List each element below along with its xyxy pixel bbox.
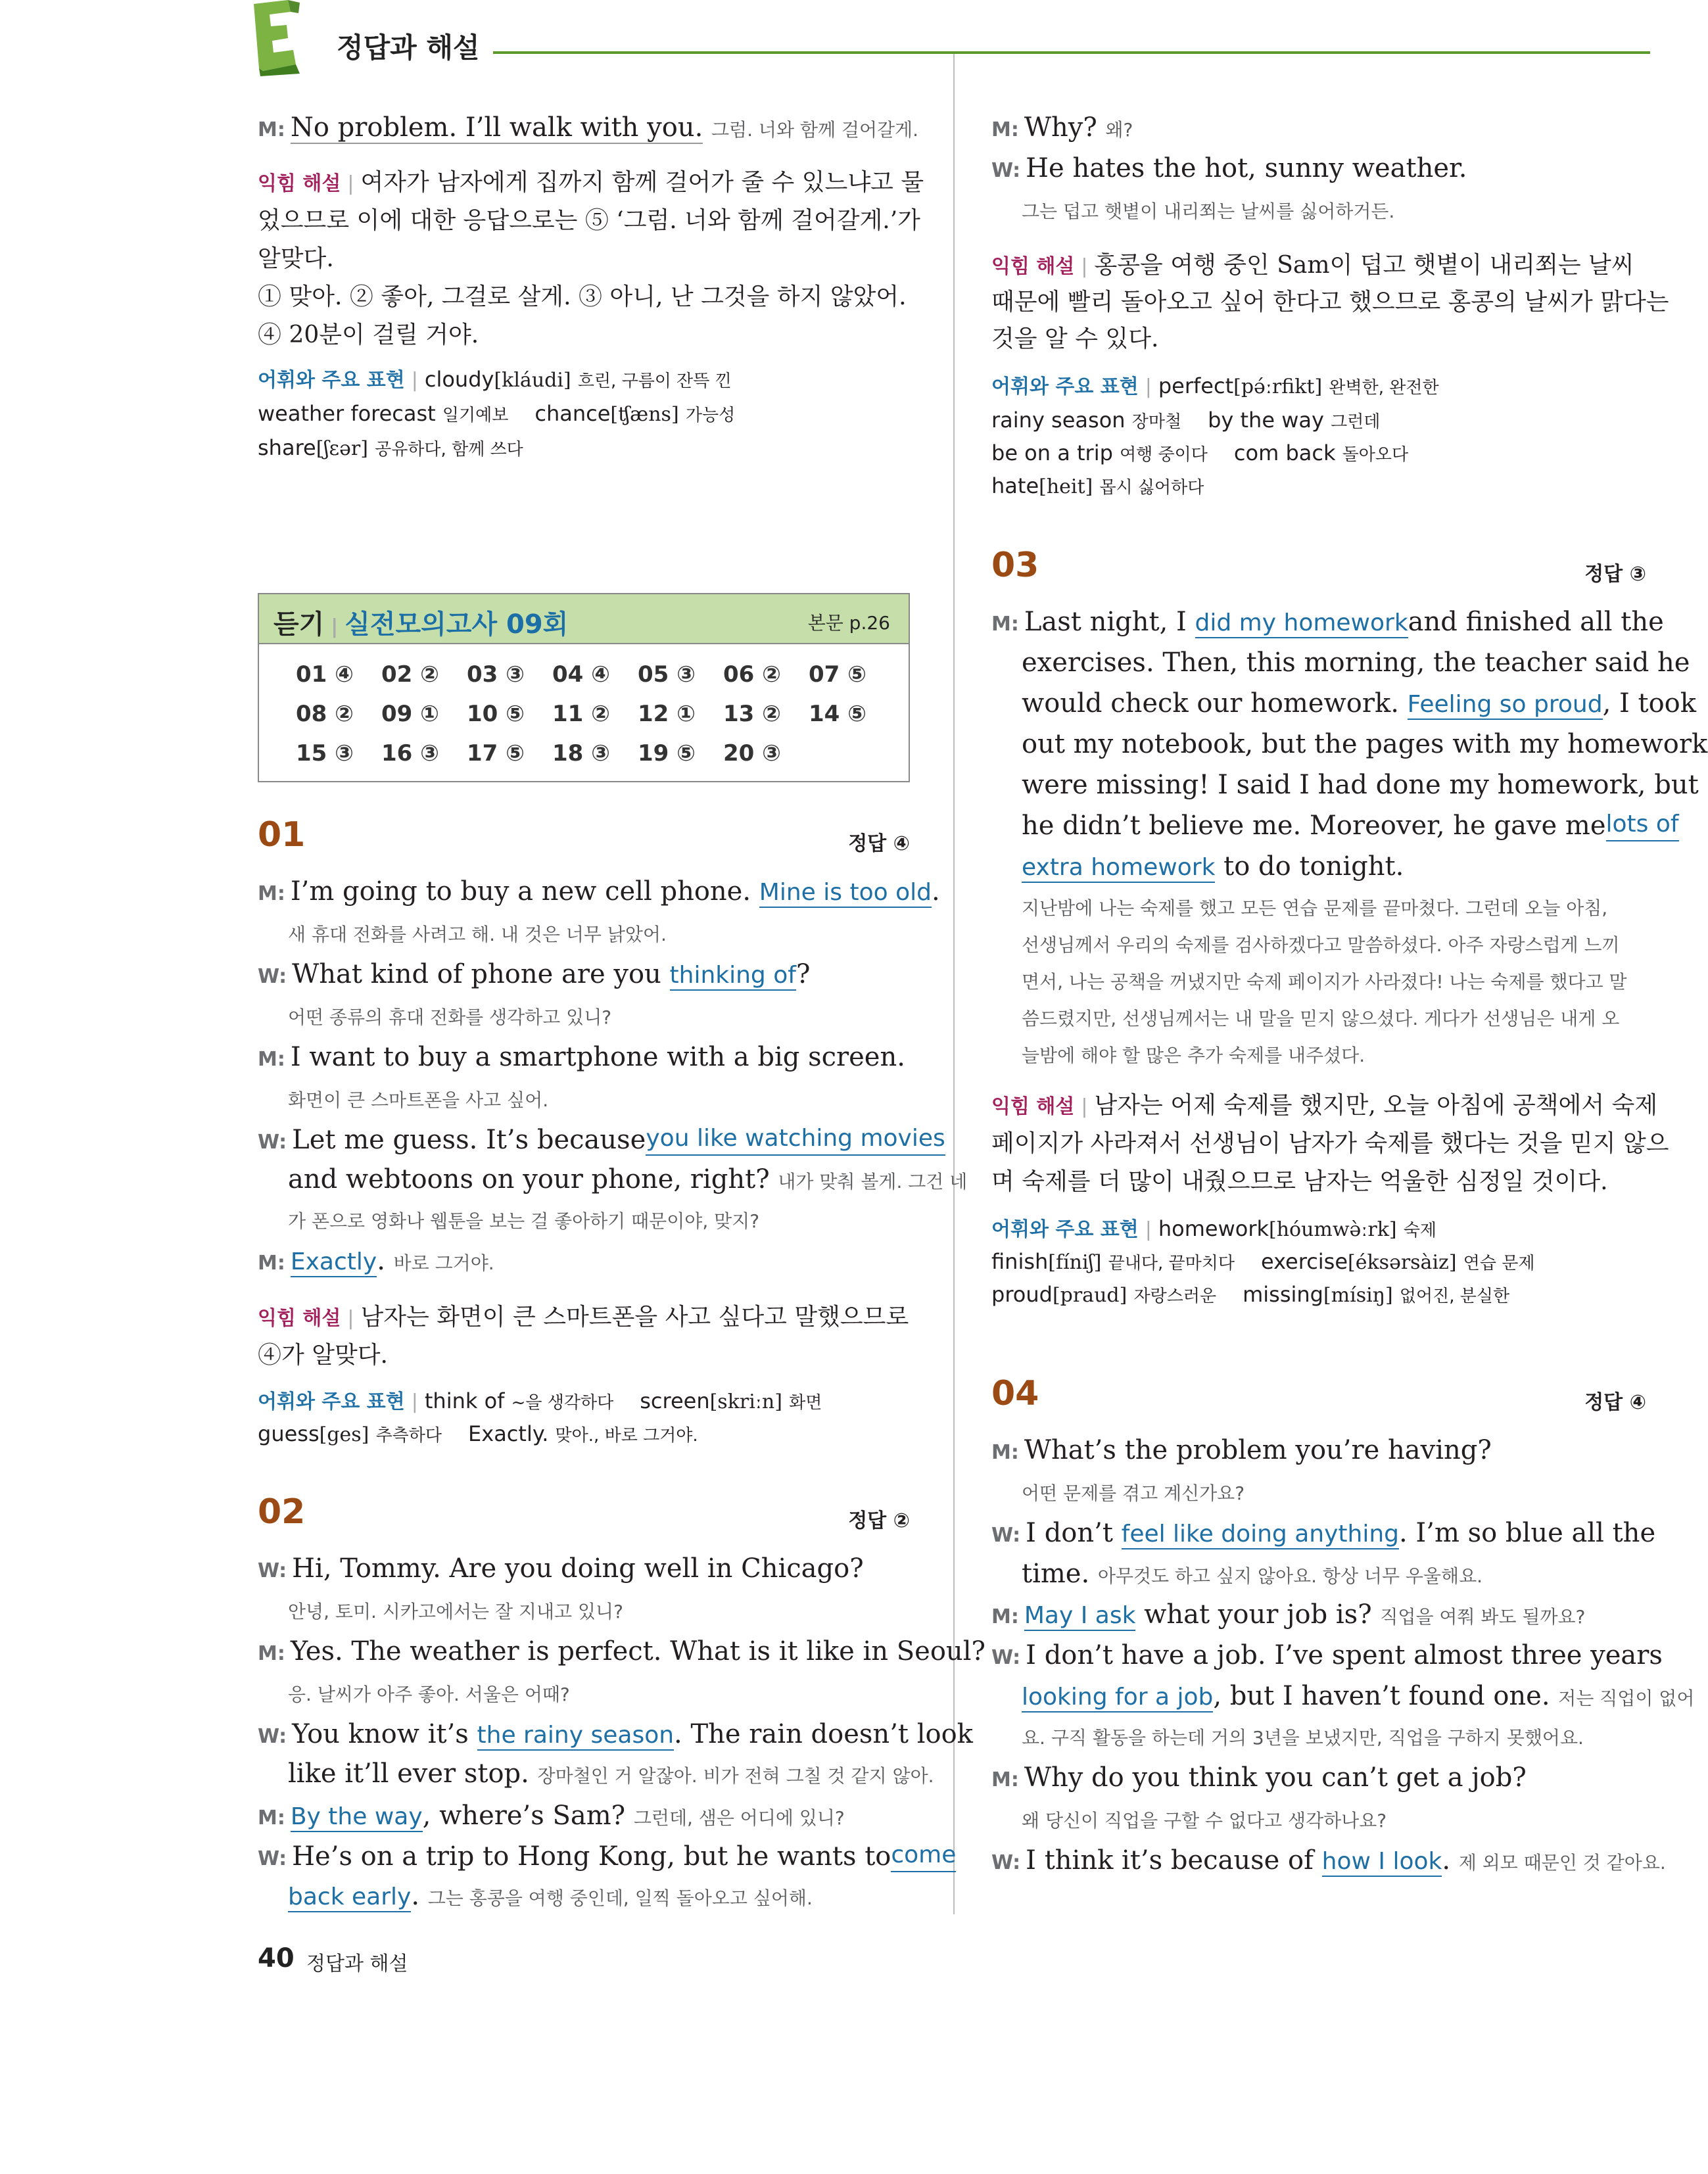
dialogue-line-cont: looking for a job, but I haven’t found one. 저는 직업이 없어 [1022, 1681, 1695, 1711]
dialogue-line-cont: back early. 그는 홍콩을 여행 중인데, 일찍 돌아오고 싶어해. [288, 1881, 813, 1911]
dialogue-line: W: He’s on a trip to Hong Kong, but he wants to come [258, 1841, 957, 1872]
answer-grid [296, 659, 894, 769]
question-number: 01 [258, 815, 306, 855]
dialogue-line: M: Yes. The weather is perfect. What is it like in Seoul? [258, 1636, 985, 1666]
korean-translation: 안녕, 토미. 시카고에서는 잘 지내고 있니? [288, 1601, 623, 1622]
korean-translation: 선생님께서 우리의 숙제를 검사하겠다고 말씀하셨다. 아주 자랑스럽게 느끼 [1022, 934, 1620, 956]
answer-cell: 11 ② [552, 701, 610, 727]
answer-cell: 06 ② [723, 661, 781, 688]
korean-translation: 어떤 문제를 겪고 계신가요? [1022, 1482, 1245, 1504]
vocab-line: 어휘와 주요 표현 | cloudy[kláudi] 흐린, 구름이 잔뜩 낀 [258, 367, 732, 392]
monologue-line: were missing! I said I had done my homework, but [1022, 770, 1699, 800]
dialogue-line: M: I’m going to buy a new cell phone. Mine is too old. [258, 876, 940, 907]
answer-cell: 17 ⑤ [467, 740, 525, 767]
korean-translation: 왜 당신이 직업을 구할 수 없다고 생각하나요? [1022, 1810, 1387, 1831]
explanation: 익힘 해설 | 홍콩을 여행 중인 Sam이 덥고 햇볕이 내리쬐는 날씨 [991, 252, 1634, 279]
answer-label: 정답 ③ [1584, 563, 1646, 586]
page-number: 40 [258, 1943, 295, 1973]
dialogue-line: W: You know it’s the rainy season. The rain doesn’t look [258, 1719, 973, 1749]
vocab-line: be on a trip 여행 중이다 com back 돌아오다 [991, 440, 1409, 465]
answer-cell: 01 ④ [296, 661, 354, 688]
vocab-line: 어휘와 주요 표현 | homework[hóumwə̀ːrk] 숙제 [991, 1216, 1437, 1241]
korean-translation: 지난밤에 나는 숙제를 했고 모든 연습 문제를 끝마쳤다. 그런데 오늘 아침, [1022, 897, 1608, 919]
dialogue-line: M: Why do you think you can’t get a job? [991, 1762, 1527, 1793]
explanation-line: 페이지가 사라져서 선생님이 남자가 숙제를 했다는 것을 믿지 않으 [991, 1130, 1669, 1157]
question-01 [258, 815, 968, 1446]
dialogue-line-cont: time. 아무것도 하고 싶지 않아요. 항상 너무 우울해요. [1022, 1559, 1483, 1589]
monologue-line: would check our homework. Feeling so proud , I took [1022, 688, 1696, 719]
dialogue-line: M: I want to buy a smartphone with a big screen. [258, 1042, 905, 1072]
question-number: 02 [258, 1492, 306, 1532]
explanation: 익힘 해설 | 여자가 남자에게 집까지 함께 걸어가 줄 수 있느냐고 물 [258, 169, 924, 196]
korean-translation: 씀드렸지만, 선생님께서는 내 말을 믿지 않으셨다. 게다가 선생님은 내게 오 [1022, 1008, 1620, 1029]
vocab-line: rainy season 장마철 by the way 그런데 [991, 408, 1381, 433]
monologue-line: exercises. Then, this morning, the teacher said he [1022, 648, 1690, 678]
answer-label: 정답 ④ [1584, 1391, 1646, 1414]
explanation-line: 알맞다. [258, 245, 334, 272]
page-header [0, 0, 1708, 79]
header-rule [493, 51, 1650, 54]
question-number: 03 [991, 546, 1039, 585]
answer-cell: 08 ② [296, 701, 354, 727]
dialogue-line-cont: like it’ll ever stop. 장마철인 거 알잖아. 비가 전혀 그칠 것 같지 않아. [288, 1759, 934, 1789]
dialogue-line: W: He hates the hot, sunny weather. [991, 153, 1467, 183]
answer-cell: 12 ① [638, 701, 696, 727]
dialogue-line: M: Exactly. 바로 그거야. [258, 1246, 494, 1276]
vocab-line: weather forecast 일기예보 chance[ʧæns] 가능성 [258, 401, 736, 426]
dialogue-line: W: Let me guess. It’s because you like watching movies [258, 1125, 945, 1155]
explanation-line: ④ 20분이 걸릴 거야. [258, 321, 479, 348]
answer-cell: 09 ① [381, 701, 439, 727]
vocab-line: proud[praud] 자랑스러운 missing[mísiŋ] 없어진, 분실한 [991, 1282, 1510, 1307]
answer-cell: 10 ⑤ [467, 701, 525, 727]
vocab-line: guess[ges] 추측하다 Exactly. 맞아., 바로 그거야. [258, 1421, 698, 1446]
explanation-line: 었으므로 이에 대한 응답으로는 ⑤ ‘그럼. 너와 함께 걸어갈게.’가 [258, 207, 920, 234]
section-logo-icon [245, 0, 318, 76]
explanation: 익힘 해설 | 남자는 어제 숙제를 했지만, 오늘 아침에 공책에서 숙제 [991, 1092, 1658, 1119]
answer-cell: 19 ⑤ [638, 740, 696, 767]
dialogue-line: M: What’s the problem you’re having? [991, 1435, 1492, 1465]
answer-cell: 04 ④ [552, 661, 610, 688]
monologue-line: he didn’t believe me. Moreover, he gave me lots of [1022, 811, 1679, 841]
vocab-line: hate[heit] 몹시 싫어하다 [991, 473, 1204, 498]
explanation-line: 때문에 빨리 돌아오고 싶어 한다고 했으므로 홍콩의 날씨가 맑다는 [991, 289, 1669, 316]
dialogue-line: W: I think it’s because of how I look. 제 외모 때문인 것 같아요. [991, 1845, 1666, 1876]
monologue-line: M: Last night, I did my homework and finished all the [991, 607, 1664, 637]
monologue-line: extra homework to do tonight. [1022, 851, 1404, 882]
dialogue-line: W: I don’t have a job. I’ve spent almost three years [991, 1640, 1663, 1670]
korean-translation: 면서, 나는 공책을 꺼냈지만 숙제 페이지가 사라졌다! 나는 숙제를 했다고 말 [1022, 971, 1627, 993]
korean-translation: 응. 날씨가 아주 좋아. 서울은 어때? [288, 1684, 570, 1705]
question-02 [258, 1492, 985, 1913]
explanation-line: 것을 알 수 있다. [991, 325, 1159, 352]
question-04 [991, 1374, 1695, 1913]
question-02-cont [991, 112, 1669, 519]
answer-cell: 14 ⑤ [809, 701, 866, 727]
vocab-line: finish[fíniʃ] 끝내다, 끝마치다 exercise[éksərsàiz] 연습 문제 [991, 1249, 1535, 1274]
dialogue-line: M: By the way, where’s Sam? 그런데, 샘은 어디에 있니? [258, 1801, 845, 1831]
answer-cell: 15 ③ [296, 740, 354, 767]
question-03 [991, 546, 1708, 1335]
dialogue-line: M: Why? 왜? [991, 112, 1133, 143]
explanation: 익힘 해설 | 남자는 화면이 큰 스마트폰을 사고 싶다고 말했으므로 [258, 1304, 909, 1331]
vocab-line: 어휘와 주요 표현 | perfect[pə́ːrfikt] 완벽한, 완전한 [991, 373, 1439, 398]
dialogue-line-cont: and webtoons on your phone, right? 내가 맞춰 볼게. 그건 네 [288, 1164, 968, 1194]
answer-cell: 05 ③ [638, 661, 696, 688]
explanation-line: 며 숙제를 더 많이 내줬으므로 남자는 억울한 심정일 것이다. [991, 1168, 1608, 1195]
explanation-line: ④가 알맞다. [258, 1342, 388, 1369]
answer-cell: 03 ③ [467, 661, 525, 688]
explanation-line: ① 맞아. ② 좋아, 그걸로 살게. ③ 아니, 난 그것을 하지 않았어. [258, 283, 907, 310]
korean-translation: 화면이 큰 스마트폰을 사고 싶어. [288, 1089, 549, 1111]
answer-key-title: 듣기 | 실전모의고사 09회 [273, 609, 569, 640]
dialogue-line: M: May I ask what your job is? 직업을 여쭤 봐도 될까요? [991, 1599, 1586, 1630]
monologue-line: out my notebook, but the pages with my homework [1022, 729, 1708, 759]
korean-translation: 가 폰으로 영화나 웹툰을 보는 걸 좋아하기 때문이야, 맞지? [288, 1210, 760, 1232]
answer-cell: 13 ② [723, 701, 781, 727]
answer-label: 정답 ② [848, 1509, 910, 1532]
vocab-line: share[ʃɛər] 공유하다, 함께 쓰다 [258, 435, 523, 460]
answer-cell: 20 ③ [723, 740, 781, 767]
page-reference: 본문 p.26 [807, 612, 890, 634]
answer-key-box [258, 593, 910, 782]
dialogue-line: W: I don’t feel like doing anything . I’m so blue all the [991, 1518, 1656, 1548]
korean-translation: 그는 덥고 햇볕이 내리쬐는 날씨를 싫어하거든. [1022, 201, 1395, 222]
answer-cell: 07 ⑤ [809, 661, 866, 688]
korean-translation: 요. 구직 활동을 하는데 거의 3년을 보냈지만, 직업을 구하지 못했어요. [1022, 1727, 1584, 1749]
vocab-line: 어휘와 주요 표현 | think of ~을 생각하다 screen[skriːn] 화면 [258, 1388, 822, 1413]
dialogue-line: M: No problem. I’ll walk with you. 그럼. 너와 함께 걸어갈게. [258, 112, 918, 143]
answer-label: 정답 ④ [848, 832, 910, 855]
answer-cell: 02 ② [381, 661, 439, 688]
korean-translation: 늘밤에 해야 할 많은 추가 숙제를 내주셨다. [1022, 1045, 1365, 1066]
korean-translation: 어떤 종류의 휴대 전화를 생각하고 있니? [288, 1006, 612, 1028]
footer-title: 정답과 해설 [306, 1952, 408, 1975]
dialogue-line: W: Hi, Tommy. Are you doing well in Chicago? [258, 1553, 864, 1584]
question-number: 04 [991, 1374, 1039, 1413]
answer-cell: 18 ③ [552, 740, 610, 767]
dialogue-line: W: What kind of phone are you thinking of? [258, 959, 811, 989]
answer-cell: 16 ③ [381, 740, 439, 767]
answer-key-header [259, 594, 909, 644]
korean-translation: 새 휴대 전화를 사려고 해. 내 것은 너무 낡았어. [288, 924, 667, 945]
header-title: 정답과 해설 [337, 32, 480, 64]
